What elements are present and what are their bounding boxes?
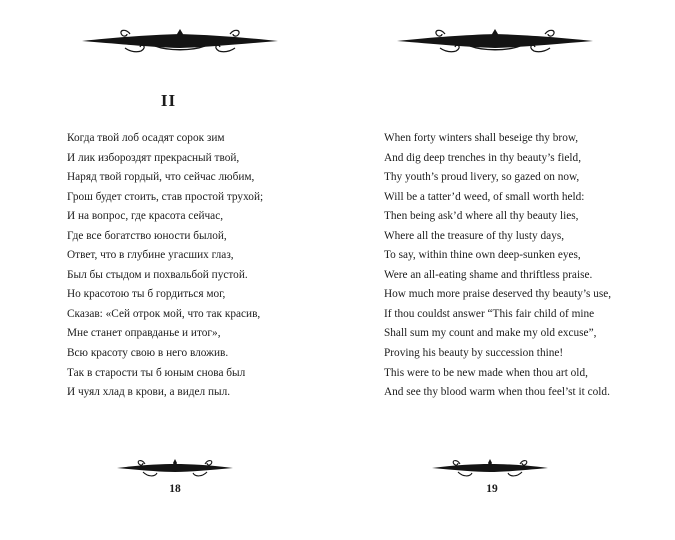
top-flourish-ornament bbox=[80, 26, 280, 56]
verse-line: Сказав: «Сей отрок мой, что так красив, bbox=[67, 307, 261, 320]
verse-line: When forty winters shall beseige thy brow, bbox=[384, 132, 579, 144]
verse-line: Мне станет оправданье и итог», bbox=[67, 327, 221, 340]
verse-line: Were an all-eating shame and thriftless praise. bbox=[384, 268, 593, 281]
bottom-flourish-ornament bbox=[430, 455, 550, 479]
verse-line: Где все богатство юности былой, bbox=[67, 229, 227, 242]
verse-line: Shall sum my count and make my old excuse”, bbox=[384, 327, 597, 340]
english-verse bbox=[384, 129, 611, 403]
verse-line: To say, within thine own deep-sunken eyes, bbox=[384, 249, 581, 262]
verse-line: Грош будет стоить, став простой трухой; bbox=[67, 190, 264, 203]
verse-line: Will be a tatter’d weed, of small worth held: bbox=[384, 190, 585, 203]
verse-line: И лик избороздят прекрасный твой, bbox=[67, 151, 240, 164]
verse-line: Proving his beauty by succession thine! bbox=[384, 347, 564, 360]
verse-line: И на вопрос, где красота сейчас, bbox=[67, 210, 224, 223]
verse-line: Был бы стыдом и похвальбой пустой. bbox=[67, 268, 248, 281]
sonnet-number-heading: II bbox=[160, 91, 177, 110]
verse-line: Наряд твой гордый, что сейчас любим, bbox=[67, 171, 255, 184]
verse-line: If thou couldst answer “This fair child of mine bbox=[384, 307, 595, 320]
right-page bbox=[337, 0, 675, 540]
verse-line: Thy youth’s proud livery, so gazed on now, bbox=[384, 171, 580, 184]
verse-line: Но красотою ты б гордиться мог, bbox=[67, 288, 226, 301]
bottom-flourish-ornament bbox=[115, 455, 235, 479]
verse-line: Then being ask’d where all thy beauty lies, bbox=[384, 210, 579, 223]
verse-line: И чуял хлад в крови, а видел пыл. bbox=[67, 386, 231, 399]
left-page bbox=[0, 0, 337, 540]
russian-verse bbox=[67, 129, 263, 403]
verse-line: And see thy blood warm when thou feel’st it cold. bbox=[384, 386, 610, 399]
top-flourish-ornament bbox=[395, 26, 595, 56]
page-number: 19 bbox=[486, 483, 498, 495]
verse-line: Так в старости ты б юным снова был bbox=[67, 366, 246, 379]
verse-line: Where all the treasure of thy lusty days, bbox=[384, 229, 565, 242]
verse-line: Ответ, что в глубине угасших глаз, bbox=[67, 249, 234, 262]
verse-line: This were to be new made when thou art old, bbox=[384, 366, 588, 379]
verse-line: Всю красоту свою в него вложив. bbox=[67, 347, 229, 360]
verse-line: And dig deep trenches in thy beauty’s field, bbox=[384, 151, 582, 164]
page-number: 18 bbox=[169, 483, 181, 495]
verse-line: How much more praise deserved thy beauty’s use, bbox=[384, 288, 612, 301]
verse-line: Когда твой лоб осадят сорок зим bbox=[67, 132, 225, 144]
